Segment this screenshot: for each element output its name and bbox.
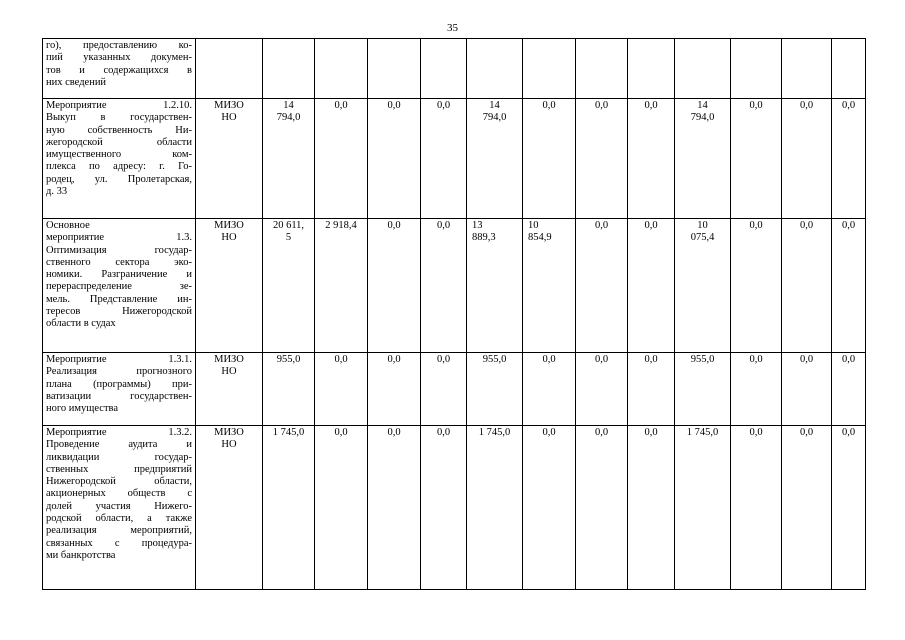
description-line: Основное (46, 220, 90, 231)
value-cell (421, 39, 467, 99)
value-line: 14 (697, 100, 708, 111)
value-line: 0,0 (841, 427, 856, 438)
description-line: Нижегородской области, (46, 476, 192, 488)
description-line: родец, ул. Пролетарская, (46, 173, 192, 185)
executor-line: МИЗО (214, 427, 244, 438)
value-cell (675, 426, 731, 590)
value-cell (467, 99, 523, 219)
table-row (43, 99, 866, 219)
value-line: 0,0 (749, 427, 763, 438)
value-line: 0,0 (436, 427, 451, 438)
description-line: мель. Представление ин- (46, 293, 192, 305)
value-line: 889,3 (472, 232, 496, 244)
value-line: 794,0 (276, 112, 301, 124)
value-cell (315, 426, 368, 590)
value-line: 075,4 (690, 232, 715, 244)
value-cell (782, 39, 832, 99)
value-line: 13 (472, 220, 483, 231)
value-cell (628, 353, 675, 426)
value-line: 0,0 (542, 100, 556, 111)
value-line: 0,0 (799, 427, 814, 438)
description-line: ватизации государствен- (46, 390, 192, 402)
value-line: 0,0 (387, 427, 401, 438)
value-cell (628, 99, 675, 219)
activity-description (43, 426, 196, 590)
value-line: 0,0 (644, 427, 658, 438)
value-cell (263, 353, 315, 426)
description-line: д. 33 (46, 186, 68, 198)
budget-table (42, 38, 866, 590)
description-line: ми банкротства (46, 549, 116, 561)
responsible-executor (196, 426, 263, 590)
value-cell (467, 353, 523, 426)
value-line: 0,0 (387, 220, 401, 231)
value-line: 0,0 (749, 220, 763, 231)
value-line: 0,0 (749, 100, 763, 111)
description-line: тов и содержащихся в (46, 64, 192, 76)
description-line: связанных с процедура- (46, 537, 192, 549)
value-cell (421, 426, 467, 590)
executor-line: МИЗО (214, 220, 244, 231)
value-cell (263, 219, 315, 353)
description-line: ликвидации государ- (46, 451, 192, 463)
table-row (43, 39, 866, 99)
value-cell (628, 39, 675, 99)
description-line: мероприятие 1.3. (46, 232, 192, 244)
value-line: 0,0 (436, 100, 451, 111)
value-cell (832, 39, 866, 99)
description-line: пий указанных докумен- (46, 52, 192, 64)
description-line: Мероприятие 1.3.1. (46, 354, 192, 365)
description-line: Выкуп в государствен- (46, 112, 192, 124)
value-line: 0,0 (542, 427, 556, 438)
value-line: 854,9 (528, 232, 552, 244)
value-cell (263, 99, 315, 219)
value-cell (467, 39, 523, 99)
activity-description (43, 99, 196, 219)
description-line: имущественного ком- (46, 149, 192, 161)
value-line: 14 (283, 100, 294, 111)
value-line: 0,0 (436, 354, 451, 365)
value-line: 794,0 (482, 112, 507, 124)
description-line: долей участия Нижего- (46, 500, 192, 512)
value-line: 0,0 (841, 354, 856, 365)
value-cell (782, 219, 832, 353)
description-line: ственного сектора эко- (46, 256, 192, 268)
description-line: области в судах (46, 318, 116, 330)
value-cell (421, 99, 467, 219)
value-cell (523, 426, 576, 590)
page-number: 35 (447, 22, 458, 34)
description-line: акционерных обществ с (46, 488, 192, 500)
value-cell (782, 353, 832, 426)
activity-description (43, 219, 196, 353)
value-cell (421, 219, 467, 353)
description-line: ственных предприятий (46, 463, 192, 475)
value-line: 0,0 (644, 100, 658, 111)
value-cell (368, 39, 421, 99)
value-line: 0,0 (841, 100, 856, 111)
description-line: реализация мероприятий, (46, 525, 192, 537)
value-line: 955,0 (482, 354, 507, 365)
value-line: 0,0 (799, 100, 814, 111)
description-line: Реализация прогнозного (46, 366, 192, 378)
responsible-executor (196, 99, 263, 219)
value-line: 0,0 (334, 100, 348, 111)
value-line: 0,0 (334, 427, 348, 438)
value-line: 1 745,0 (272, 427, 305, 438)
executor-line: МИЗО (214, 354, 244, 365)
value-cell (675, 219, 731, 353)
value-line: 10 (528, 220, 539, 231)
value-cell (368, 353, 421, 426)
value-cell (731, 99, 782, 219)
value-line: 0,0 (749, 354, 763, 365)
value-cell (263, 39, 315, 99)
value-line: 0,0 (542, 354, 556, 365)
value-line: 2 918,4 (325, 220, 357, 231)
value-line: 0,0 (594, 427, 609, 438)
value-line: 0,0 (594, 220, 609, 231)
value-cell (467, 219, 523, 353)
description-line: Проведение аудита и (46, 439, 192, 451)
value-line: 10 (697, 220, 708, 231)
value-cell (675, 353, 731, 426)
responsible-executor (196, 353, 263, 426)
table-row (43, 353, 866, 426)
value-cell (832, 426, 866, 590)
value-cell (731, 426, 782, 590)
activity-description (43, 39, 196, 99)
value-cell (731, 219, 782, 353)
value-cell (576, 99, 628, 219)
executor-line: НО (221, 232, 237, 244)
value-cell (523, 353, 576, 426)
description-line: жегородской области (46, 136, 192, 148)
description-line: плана (программы) при- (46, 378, 192, 390)
value-cell (628, 426, 675, 590)
value-line: 0,0 (334, 354, 348, 365)
value-cell (263, 426, 315, 590)
value-cell (832, 353, 866, 426)
description-line: го), предоставлению ко- (46, 40, 192, 51)
value-cell (368, 426, 421, 590)
description-line: тересов Нижегородской (46, 306, 192, 318)
value-cell (523, 39, 576, 99)
executor-line: НО (221, 439, 237, 451)
description-line: плекса по адресу: г. Го- (46, 161, 192, 173)
value-cell (421, 353, 467, 426)
value-cell (368, 99, 421, 219)
value-cell (315, 353, 368, 426)
value-cell (731, 39, 782, 99)
value-line: 0,0 (644, 220, 658, 231)
value-cell (368, 219, 421, 353)
description-line: ную собственность Ни- (46, 124, 192, 136)
value-cell (731, 353, 782, 426)
value-line: 20 611, (272, 220, 305, 231)
value-cell (523, 99, 576, 219)
table-row (43, 426, 866, 590)
value-line: 5 (285, 232, 292, 244)
description-line: них сведений (46, 76, 107, 88)
value-line: 955,0 (276, 354, 301, 365)
value-cell (782, 426, 832, 590)
description-line: Оптимизация государ- (46, 244, 192, 256)
value-cell (832, 99, 866, 219)
value-line: 0,0 (436, 220, 451, 231)
value-line: 0,0 (799, 354, 814, 365)
value-line: 955,0 (690, 354, 715, 365)
value-cell (315, 219, 368, 353)
table-row (43, 219, 866, 353)
executor-line: НО (221, 112, 237, 124)
value-line: 14 (489, 100, 500, 111)
responsible-executor (196, 39, 263, 99)
value-cell (576, 426, 628, 590)
description-line: родской области, а также (46, 513, 192, 525)
value-line: 1 745,0 (478, 427, 511, 438)
description-line: Мероприятие 1.2.10. (46, 100, 192, 111)
value-cell (576, 353, 628, 426)
description-line: ного имущества (46, 403, 119, 415)
value-line: 0,0 (387, 100, 401, 111)
activity-description (43, 353, 196, 426)
value-line: 0,0 (387, 354, 401, 365)
value-cell (675, 99, 731, 219)
executor-line: НО (221, 366, 237, 378)
description-line: перераспределение зе- (46, 281, 192, 293)
value-cell (576, 39, 628, 99)
value-cell (782, 99, 832, 219)
responsible-executor (196, 219, 263, 353)
value-line: 0,0 (841, 220, 856, 231)
value-cell (315, 99, 368, 219)
value-cell (315, 39, 368, 99)
description-line: номики. Разграничение и (46, 269, 192, 281)
value-line: 1 745,0 (686, 427, 719, 438)
description-line: Мероприятие 1.3.2. (46, 427, 192, 438)
value-cell (523, 219, 576, 353)
value-cell (576, 219, 628, 353)
value-cell (832, 219, 866, 353)
value-line: 794,0 (690, 112, 715, 124)
executor-line: МИЗО (214, 100, 244, 111)
value-cell (675, 39, 731, 99)
value-line: 0,0 (594, 354, 609, 365)
value-cell (628, 219, 675, 353)
value-cell (467, 426, 523, 590)
value-line: 0,0 (644, 354, 658, 365)
value-line: 0,0 (594, 100, 609, 111)
value-line: 0,0 (799, 220, 814, 231)
